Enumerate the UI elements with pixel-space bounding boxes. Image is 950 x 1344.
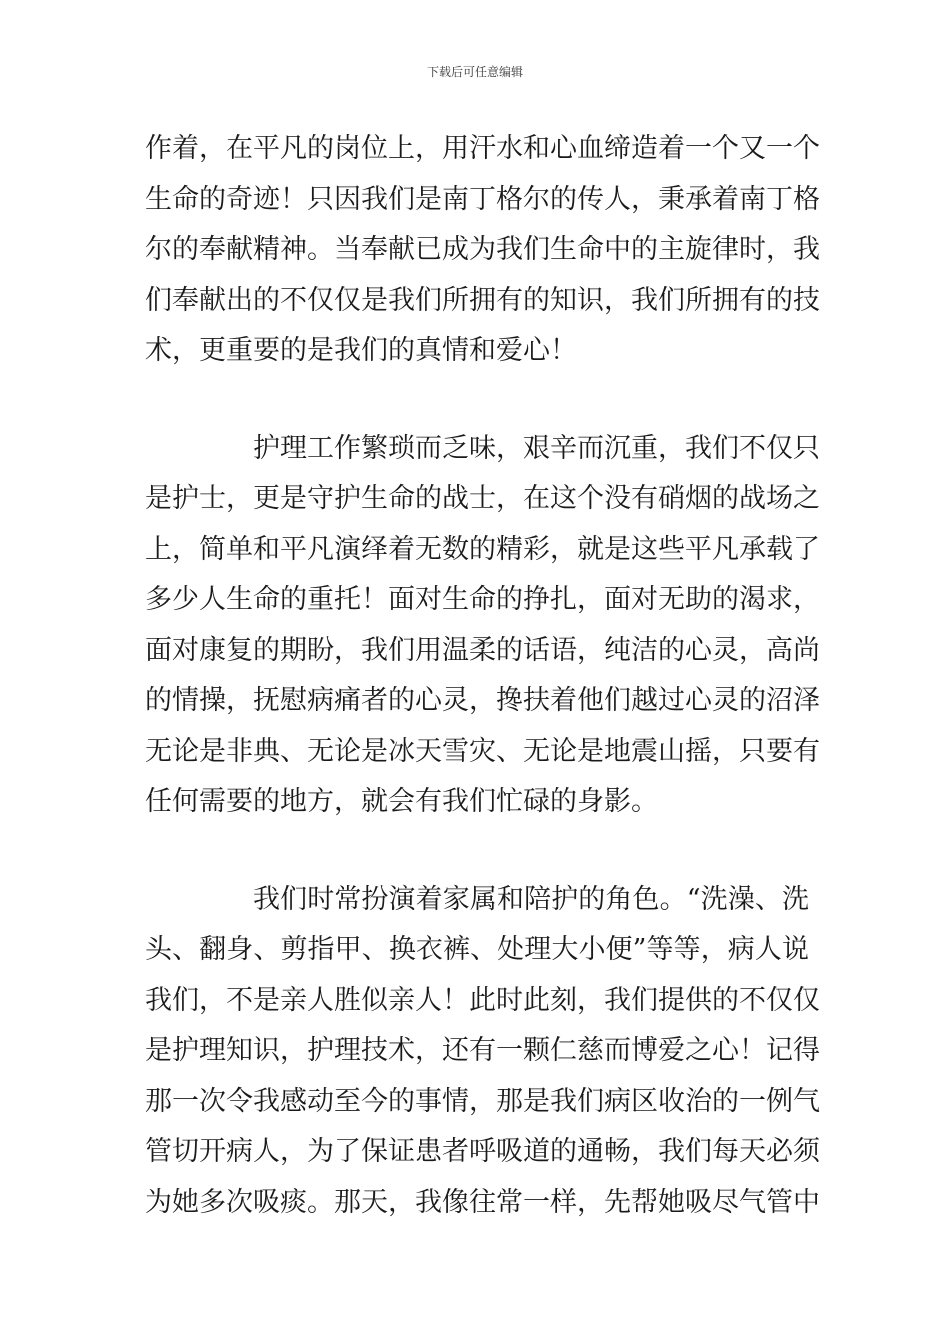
text-line: 那一次令我感动至今的事情，那是我们病区收治的一例气 — [145, 1085, 820, 1117]
paragraph-2 — [145, 424, 820, 828]
text-line: 我们时常扮演着家属和陪护的角色。“洗澡、洗 — [253, 883, 809, 915]
text-line: 面对康复的期盼，我们用温柔的话语，纯洁的心灵，高尚 — [145, 634, 820, 666]
text-line: 尔的奉献精神。当奉献已成为我们生命中的主旋律时，我 — [145, 234, 820, 265]
paragraph-gap — [145, 828, 809, 875]
page-header: 下载后可任意编辑 — [426, 65, 523, 79]
text-line: 护理工作繁琐而乏味，艰辛而沉重，我们不仅只 — [253, 432, 820, 464]
paragraph-1 — [145, 124, 820, 377]
text-line: 生命的奇迹！只因我们是南丁格尔的传人，秉承着南丁格 — [145, 183, 820, 215]
paragraph-gap — [145, 377, 809, 424]
text-line: 无论是非典、无论是冰天雪灾、无论是地震山摇，只要有 — [145, 735, 820, 767]
text-line: 为她多次吸痰。那天，我像往常一样，先帮她吸尽气管中 — [145, 1186, 820, 1218]
document-body — [145, 124, 820, 1228]
text-line: 们奉献出的不仅仅是我们所拥有的知识，我们所拥有的技 — [145, 284, 820, 316]
text-line: 是护理知识，护理技术，还有一颗仁慈而博爱之心！记得 — [145, 1035, 820, 1066]
text-line: 上，简单和平凡演绎着无数的精彩，就是这些平凡承载了 — [145, 533, 820, 565]
text-line: 是护士，更是守护生命的战士，在这个没有硝烟的战场之 — [145, 483, 820, 514]
text-line: 术，更重要的是我们的真情和爱心！ — [145, 335, 577, 366]
text-line: 多少人生命的重托！面对生命的挣扎，面对无助的渴求， — [145, 584, 820, 615]
text-line: 管切开病人，为了保证患者呼吸道的通畅，我们每天必须 — [145, 1136, 820, 1167]
text-line: 头、翻身、剪指甲、换衣裤、处理大小便”等等，病人说 — [145, 934, 809, 965]
paragraph-3 — [145, 875, 820, 1229]
text-line: 我们，不是亲人胜似亲人！此时此刻，我们提供的不仅仅 — [145, 984, 820, 1016]
text-line: 作着，在平凡的岗位上，用汗水和心血缔造着一个又一个 — [145, 133, 820, 164]
text-line: 的情操，抚慰病痛者的心灵，搀扶着他们越过心灵的沼泽 — [145, 685, 820, 716]
text-line: 任何需要的地方，就会有我们忙碌的身影。 — [145, 786, 658, 817]
